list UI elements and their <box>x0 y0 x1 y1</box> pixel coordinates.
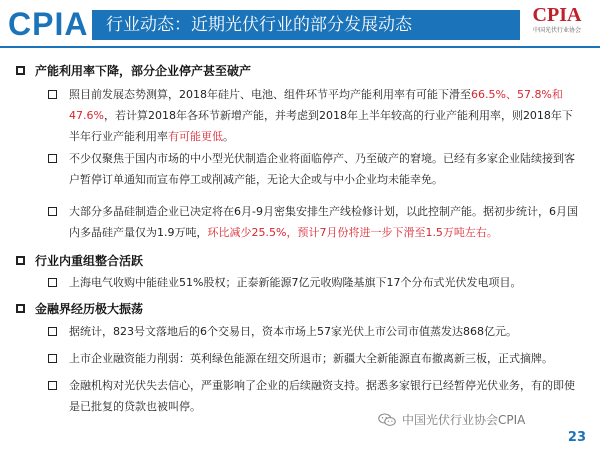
page-number: 23 <box>567 430 586 445</box>
bullet-text <box>69 348 580 369</box>
wechat-watermark <box>378 411 525 428</box>
square-bullet-icon <box>16 304 25 313</box>
bullet-text <box>69 148 580 190</box>
section-heading-3 <box>16 300 143 317</box>
body-text: 金融机构对光伏失去信心，严重影响了企业的后续融资支持。据悉多家银行已经暂停光伏业务，有的即使是已批复的贷款也被叫停。 <box>69 379 575 413</box>
bullet-text <box>69 201 580 243</box>
bullet-item <box>48 272 580 293</box>
hollow-square-icon <box>48 90 57 99</box>
square-bullet-icon <box>16 66 25 75</box>
bullet-text <box>69 272 580 293</box>
brand-logo-subtitle: 中国光伏行业协会 <box>532 27 581 34</box>
body-text: 照目前发展态势测算，2018年硅片、电池、组件环节平均产能利用率有可能下滑至 <box>69 88 471 101</box>
bullet-item <box>48 148 580 190</box>
body-text: 大部分多晶硅制造企业已决定将在6月-9月密集安排生产线检修计划，以此控制产能。据初步统计，6月国内多晶硅产量仅为1.9万吨， <box>69 205 578 239</box>
body-text: 不少仅聚焦于国内市场的中小型光伏制造企业将面临停产、乃至破产的窘境。已经有多家企业陆续接到客户暂停订单通知而宣布停工或削减产能，无论大企或与中小企业均未能幸免。 <box>69 152 575 186</box>
brand-logo <box>522 4 592 44</box>
body-text: ，若计算2018年各环节新增产能，并考虑到2018年上半年较高的行业产能利用率，则2018年下半年行业产能利用率 <box>69 109 573 143</box>
bullet-text <box>69 321 580 342</box>
bullet-item <box>48 84 580 147</box>
hollow-square-icon <box>48 354 57 363</box>
bullet-item <box>48 201 580 243</box>
section-heading-2 <box>16 252 143 269</box>
hollow-square-icon <box>48 154 57 163</box>
bullet-item <box>48 321 580 342</box>
slide-title: 行业动态：近期光伏行业的部分发展动态 <box>92 10 520 40</box>
hollow-square-icon <box>48 381 57 390</box>
body-text: 。 <box>223 130 234 143</box>
highlight-text: 有可能更低 <box>168 130 223 143</box>
cpia-logo-text: CPIA <box>8 6 89 42</box>
hollow-square-icon <box>48 327 57 336</box>
watermark-text: 中国光伏行业协会CPIA <box>402 413 526 427</box>
brand-logo-mark: CPIA <box>532 4 582 26</box>
wechat-icon <box>378 413 396 427</box>
header-divider <box>0 46 600 48</box>
section-title: 行业内重组整合活跃 <box>35 254 144 268</box>
bullet-item <box>48 348 580 369</box>
body-text: 上海电气收购中能硅业51%股权；正泰新能源7亿元收购隆基旗下17个分布式光伏发电项目。 <box>69 276 522 289</box>
highlight-text: 环比减少25.5%，预计7月份将进一步下滑至1.5万吨左右。 <box>207 226 498 239</box>
body-text: 上市企业融资能力削弱：英利绿色能源在纽交所退市；新疆大全新能源直布撤离新三板，正式摘牌。 <box>69 352 553 365</box>
highlight-text: 66.5%、57.8%和47.6% <box>69 88 563 122</box>
section-title: 产能利用率下降，部分企业停产甚至破产 <box>35 64 252 78</box>
hollow-square-icon <box>48 278 57 287</box>
section-title: 金融界经历极大振荡 <box>35 302 144 316</box>
bullet-text <box>69 84 580 147</box>
body-text: 据统计，823号文落地后的6个交易日，资本市场上57家光伏上市公司市值蒸发达868亿元。 <box>69 325 517 338</box>
slide-header <box>0 0 600 58</box>
square-bullet-icon <box>16 256 25 265</box>
section-heading-1 <box>16 62 251 79</box>
hollow-square-icon <box>48 207 57 216</box>
